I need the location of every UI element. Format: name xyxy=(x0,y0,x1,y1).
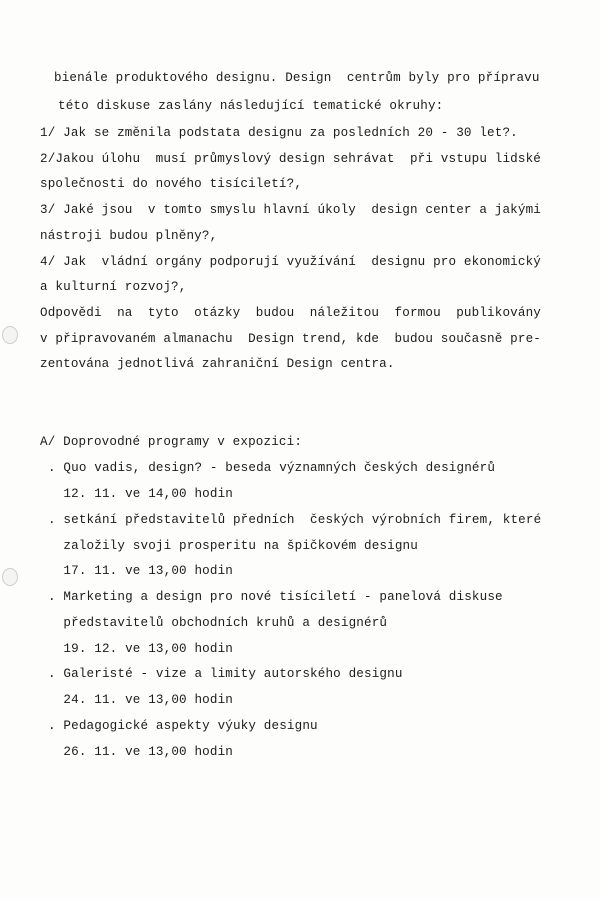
punch-hole-bottom xyxy=(2,568,18,586)
program-line: . Quo vadis, design? - beseda významných českých designérů xyxy=(48,461,496,475)
punch-hole-top xyxy=(2,326,18,344)
question-line: 1/ Jak se změnila podstata designu za posledních 20 - 30 let?. xyxy=(40,126,518,140)
program-line: . setkání představitelů předních českých výrobních firem, které xyxy=(48,513,542,527)
question-line: 2/Jakou úlohu musí průmyslový design sehrávat při vstupu lidské xyxy=(40,152,541,166)
program-line: 12. 11. ve 14,00 hodin xyxy=(48,487,233,501)
program-line: 24. 11. ve 13,00 hodin xyxy=(48,693,233,707)
answer-line: Odpovědi na tyto otázky budou náležitou formou publikovány xyxy=(40,306,541,320)
answer-line: zentována jednotlivá zahraniční Design centra. xyxy=(40,357,395,371)
program-line: 19. 12. ve 13,00 hodin xyxy=(48,642,233,656)
intro-line: bienále produktového designu. Design centrům byly pro přípravu xyxy=(54,71,540,85)
answer-line: v připravovaném almanachu Design trend, kde budou současně pre- xyxy=(40,332,541,346)
section-title: A/ Doprovodné programy v expozici: xyxy=(40,435,303,449)
program-line: 26. 11. ve 13,00 hodin xyxy=(48,745,233,759)
question-line: společnosti do nového tisíciletí?, xyxy=(40,177,303,191)
program-line: . Pedagogické aspekty výuky designu xyxy=(48,719,318,733)
program-line: založily svoji prosperitu na špičkovém designu xyxy=(48,539,418,553)
intro-line: této diskuse zaslány následující tematické okruhy: xyxy=(58,99,444,113)
program-line: . Marketing a design pro nové tisíciletí - panelová diskuse xyxy=(48,590,503,604)
program-line: . Galeristé - vize a limity autorského designu xyxy=(48,667,403,681)
question-line: nástroji budou plněny?, xyxy=(40,229,218,243)
question-line: 4/ Jak vládní orgány podporují využívání designu pro ekonomický xyxy=(40,255,541,269)
question-line: 3/ Jaké jsou v tomto smyslu hlavní úkoly design center a jakými xyxy=(40,203,541,217)
question-line: a kulturní rozvoj?, xyxy=(40,280,187,294)
program-line: 17. 11. ve 13,00 hodin xyxy=(48,564,233,578)
program-line: představitelů obchodních kruhů a designérů xyxy=(48,616,388,630)
